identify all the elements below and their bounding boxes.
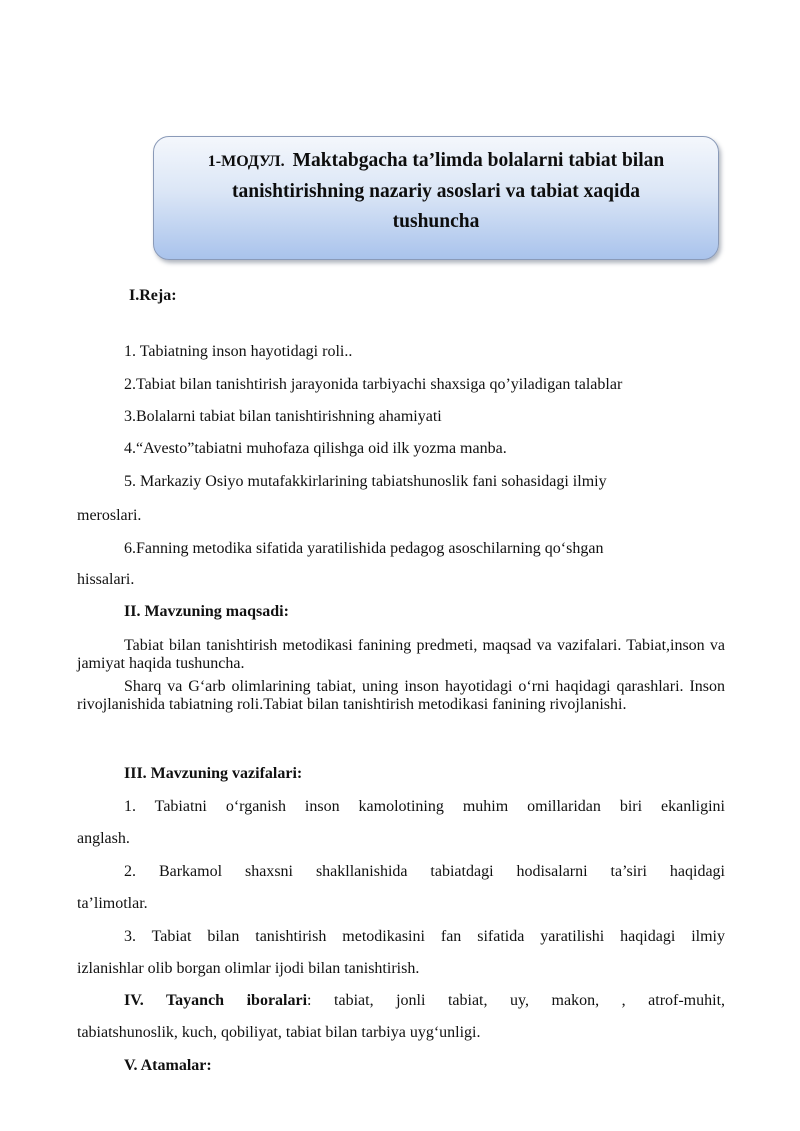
maqsad-heading: II. Mavzuning maqsadi:	[124, 603, 289, 620]
reja-heading: I.Reja:	[129, 287, 177, 304]
maqsad-paragraph-1	[77, 637, 725, 673]
tayanch-heading: IV. Tayanch iboralari	[124, 992, 308, 1009]
vazifa-item-2-line2: ta’limotlar.	[77, 895, 148, 912]
reja-item-4: 4.“Avesto”tabiatni muhofaza qilishga oid ilk yozma manba.	[124, 440, 507, 457]
module-title-line3: tushuncha	[392, 211, 480, 232]
reja-item-6-line2: hissalari.	[77, 571, 135, 588]
module-number: 1-МОДУЛ.	[207, 153, 285, 170]
reja-item-5-line1: 5. Markaziy Osiyo mutafakkirlarining tabiatshunoslik fani sohasidagi ilmiy	[124, 473, 607, 490]
maqsad-paragraph-2-text: Sharq va G‘arb olimlarining tabiat, uning inson hayotidagi o‘rni haqidagi qarashlari. Inson rivojlanishida tabiatning roli.Tabiat bilan tanishtirish metodikasi fanining rivojlanishi.	[77, 678, 725, 713]
vazifa-item-1-line1: 1. Tabiatni o‘rganish inson kamolotining muhim omillaridan biri ekanligini	[124, 798, 725, 815]
atamalar-heading: V. Atamalar:	[124, 1057, 212, 1074]
reja-item-1: 1. Tabiatning inson hayotidagi roli..	[124, 343, 353, 360]
module-title-box	[153, 136, 719, 260]
vazifalar-heading: III. Mavzuning vazifalari:	[124, 765, 303, 782]
vazifa-item-2-line1: 2. Barkamol shaxsni shakllanishida tabiatdagi hodisalarni ta’siri haqidagi	[124, 863, 725, 880]
vazifa-item-3-line2: izlanishlar olib borgan olimlar ijodi bilan tanishtirish.	[77, 960, 420, 977]
tayanch-line-1	[124, 991, 725, 1011]
tayanch-line-2: tabiatshunoslik, kuch, qobiliyat, tabiat bilan tarbiya uyg‘unligi.	[77, 1024, 481, 1041]
reja-item-3: 3.Bolalarni tabiat bilan tanishtirishning ahamiyati	[124, 408, 442, 425]
module-title-line2: tanishtirishning nazariy asoslari va tabiat xaqida	[232, 181, 640, 202]
maqsad-paragraph-1-text: Tabiat bilan tanishtirish metodikasi fanining predmeti, maqsad va vazifalari. Tabiat,inson va jamiyat haqida tushuncha.	[77, 637, 725, 672]
reja-item-6-line1: 6.Fanning metodika sifatida yaratilishida pedagog asoschilarning qo‘shgan	[124, 540, 604, 557]
reja-item-5-line2: meroslari.	[77, 507, 142, 524]
vazifa-item-1-line2: anglash.	[77, 830, 130, 847]
tayanch-text-1: : tabiat, jonli tabiat, uy, makon, , atrof-muhit,	[307, 992, 726, 1009]
reja-item-2: 2.Tabiat bilan tanishtirish jarayonida tarbiyachi shaxsiga qo’yiladigan talablar	[124, 376, 623, 393]
module-title	[154, 146, 718, 237]
maqsad-paragraph-2	[77, 678, 725, 714]
vazifa-item-3-line1: 3. Tabiat bilan tanishtirish metodikasini fan sifatida yaratilishi haqidagi ilmiy	[124, 928, 725, 945]
module-title-line1: Maktabgacha ta’limda bolalarni tabiat bilan	[292, 150, 665, 171]
